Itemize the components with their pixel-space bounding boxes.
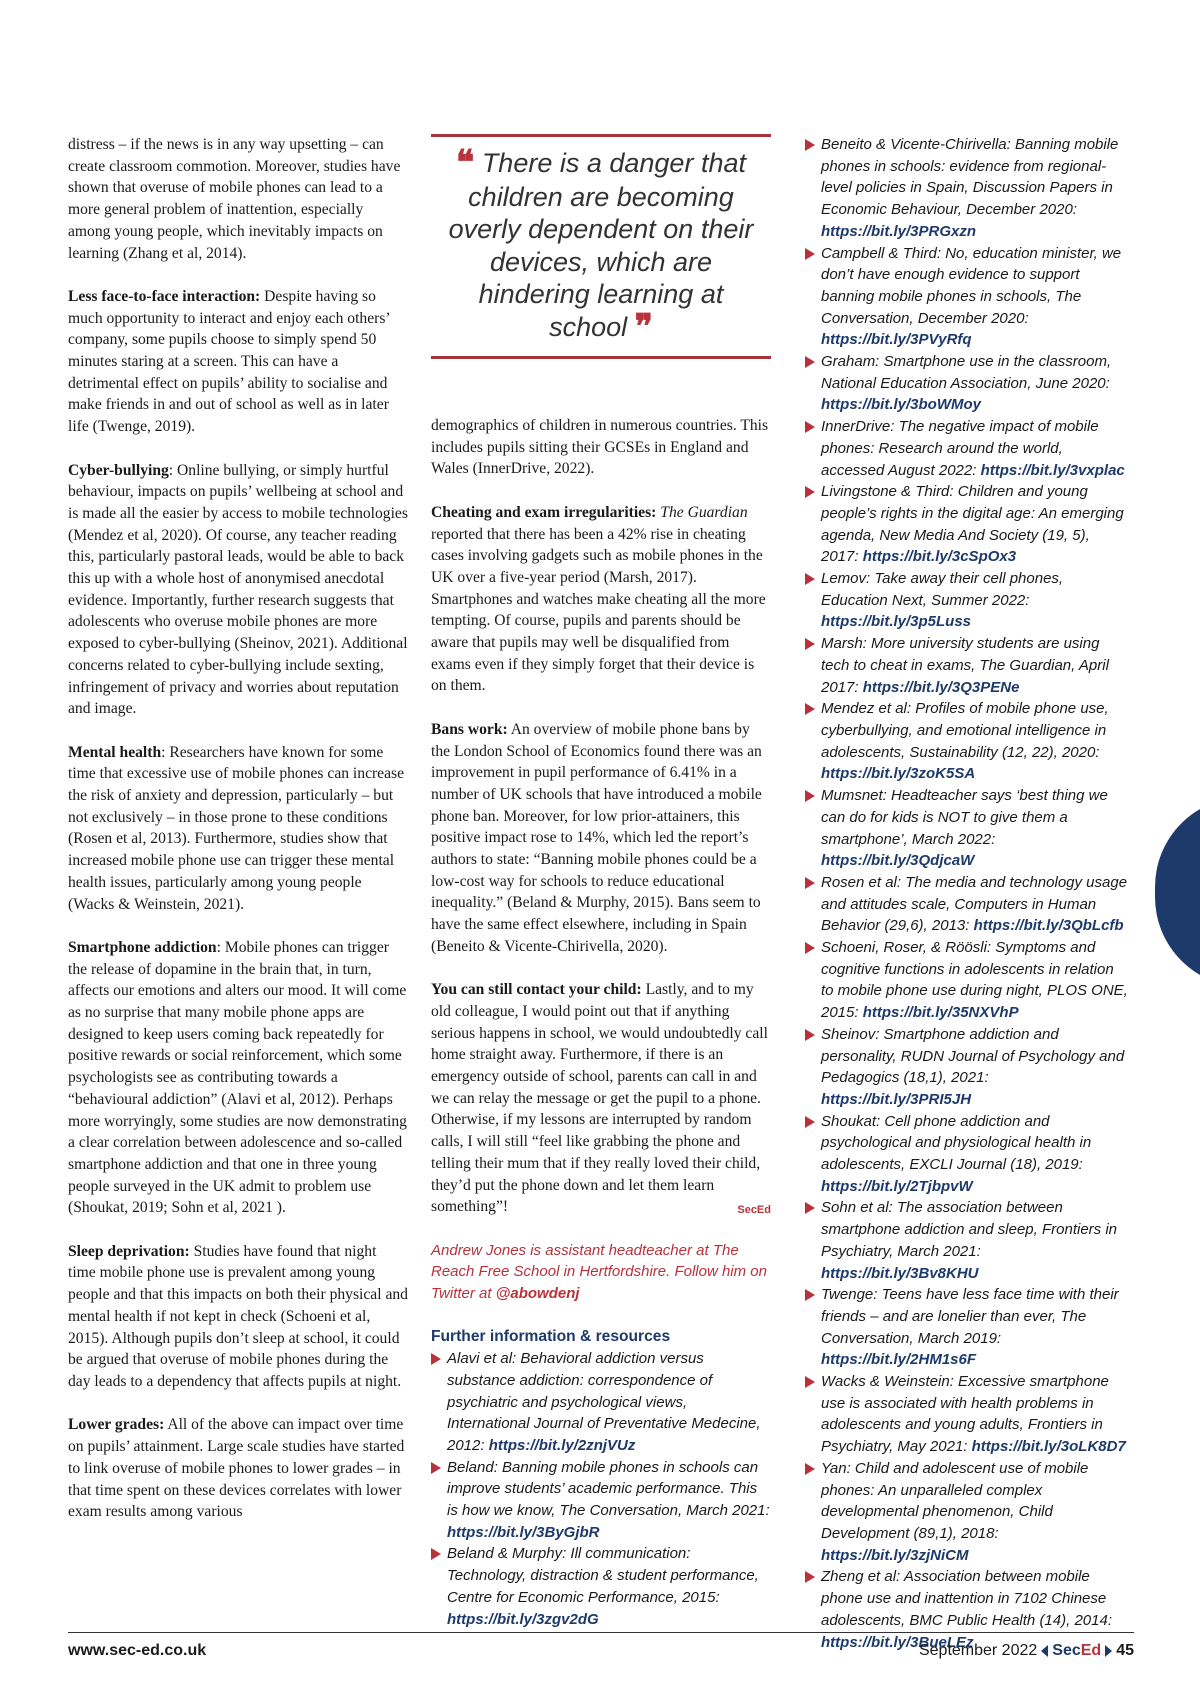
reference-link[interactable]: https://bit.ly/3QbLcfb bbox=[973, 917, 1124, 935]
bullet-arrow-icon bbox=[805, 877, 815, 889]
author-bio bbox=[431, 1240, 771, 1305]
reference-text: Schoeni, Roser, & Röösli: Symptoms and cognitive functions in adolescents in relation to mobile phone use during night, PLOS ONE, 2015: bbox=[821, 939, 1128, 1022]
bullet-arrow-icon bbox=[805, 790, 815, 802]
bullet-arrow-icon bbox=[805, 1376, 815, 1388]
body-text bbox=[431, 415, 771, 1218]
paragraph-heading: Smartphone addiction bbox=[68, 938, 217, 956]
column-3 bbox=[805, 134, 1130, 1653]
paragraph-text: An overview of mobile phone bans by the London School of Economics found there was an improvement in pupil performance of 6.41% in a number of UK schools that have introduced a mobile phone ban. Moreover, for low prior-attainers, this positive impact rose to 14%, which led the report’s authors to state: “Banning mobile phones could be a low-cost way for schools to reduce educational inequality.” (Beland & Murphy, 2015). Bans seem to have the same effect elsewhere, including in Spain (Beneito & Vicente-Chirivella, 2020). bbox=[431, 720, 762, 955]
reference-text: Rosen et al: The media and technology usage and attitudes scale, Computers in Human Behavior (29,6), 2013: bbox=[821, 873, 1128, 935]
paragraph bbox=[431, 719, 771, 958]
reference-link[interactable]: https://bit.ly/3BueLEz bbox=[821, 1633, 974, 1651]
reference-item bbox=[805, 1566, 1130, 1653]
reference-link[interactable]: https://bit.ly/3zjNiCM bbox=[821, 1546, 969, 1564]
reference-text: Lemov: Take away their cell phones, Education Next, Summer 2022: bbox=[821, 570, 1064, 609]
bullet-arrow-icon bbox=[805, 1463, 815, 1475]
close-quote-icon: ❞ bbox=[634, 308, 653, 346]
bullet-arrow-icon bbox=[805, 942, 815, 954]
reference-link[interactable]: https://bit.ly/3vxplac bbox=[980, 461, 1125, 479]
paragraph-text: demographics of children in numerous countries. This includes pupils sitting their GCSEs in England and Wales (InnerDrive, 2022). bbox=[431, 417, 769, 478]
paragraph-text: reported that there has been a 42% rise in cheating cases involving gadgets such as mobile phones in the UK over a five-year period (Marsh, 2017). Smartphones and watches make cheating all the more tempting. Of course, pupils and parents should be aware that pupils may well be disqualified from exams even if they simply forget that their device is on them. bbox=[431, 525, 766, 695]
paragraph bbox=[68, 286, 408, 438]
reference-link[interactable]: https://bit.ly/3PRI5JH bbox=[821, 1090, 972, 1108]
reference-text: Shoukat: Cell phone addiction and psychological and physiological health in adolescents, EXCLI Journal (18), 2019: bbox=[821, 1112, 1092, 1174]
resources-title: Further information & resources bbox=[431, 1328, 671, 1346]
reference-item bbox=[805, 1111, 1130, 1198]
paragraph-text: Studies have found that night time mobile phone use is prevalent among young people and that this impacts on both their physical and mental health if not kept in check (Schoeni et al, 2015). Although pupils don’t sleep at school, it could be argued that overuse of mobile phones during the day leads to a dependency that affects pupils at night. bbox=[68, 1242, 408, 1390]
end-mark-logo: SecEd bbox=[737, 1204, 771, 1217]
author-bio-text: Andrew Jones is assistant headteacher at The Reach Free School in Hertfordshire. Follow him on Twitter at bbox=[431, 1241, 767, 1303]
paragraph bbox=[68, 134, 408, 264]
reference-link[interactable]: https://bit.ly/3ByGjbR bbox=[447, 1523, 600, 1541]
reference-link[interactable]: https://bit.ly/2HM1s6F bbox=[821, 1351, 977, 1369]
reference-link[interactable]: https://bit.ly/2znjVUz bbox=[488, 1436, 636, 1454]
bullet-arrow-icon bbox=[805, 139, 815, 151]
paragraph bbox=[431, 979, 771, 1218]
reference-text: Marsh: More university students are using tech to cheat in exams, The Guardian, April 2017: bbox=[821, 635, 1109, 696]
reference-item bbox=[805, 351, 1130, 416]
reference-text: Sohn et al: The association between smartphone addiction and sleep, Frontiers in Psychiatry, March 2021: bbox=[821, 1199, 1118, 1260]
reference-text: Alavi et al: Behavioral addiction versus substance addiction: correspondence of psychiatric and psychological views, International Journal of Preventative Medecine, 2012: bbox=[447, 1350, 761, 1454]
paragraph-heading: You can still contact your child: bbox=[431, 981, 642, 999]
paragraph-text: : Mobile phones can trigger the release of dopamine in the brain that, in turn, affects our emotions and alters our mood. It will come as no surprise that many mobile phone apps are designed to keep users coming back repeatedly for positive rewards or social reinforcement, which some psychologists see as contributing towards a “behavioural addiction” (Alavi et al, 2012). Perhaps more worryingly, some studies are now demonstrating a clear correlation between adolescence and so-called smartphone addiction and that one in three young people surveyed in the UK admit to problem use (Shoukat, 2019; Sohn et al, 2021 ). bbox=[68, 938, 407, 1217]
paragraph-heading: Cyber-bullying bbox=[68, 461, 169, 479]
reference-item bbox=[431, 1457, 771, 1544]
reference-text: Sheinov: Smartphone addiction and personality, RUDN Journal of Psychology and Pedagogics (18,1), 2021: bbox=[821, 1025, 1125, 1087]
bullet-arrow-icon bbox=[805, 1202, 815, 1214]
paragraph-heading: Lower grades: bbox=[68, 1416, 165, 1434]
reference-item bbox=[805, 937, 1130, 1024]
bullet-arrow-icon bbox=[805, 1571, 815, 1583]
bullet-arrow-icon bbox=[805, 356, 815, 368]
reference-text: Beland: Banning mobile phones in schools can improve students’ academic performance. This is how we know, The Conversation, March 2021: bbox=[447, 1458, 770, 1520]
reference-text: Livingstone & Third: Children and young people’s rights in the digital age: An emerging agenda, New Media And Society (19, 5), 2017: bbox=[821, 483, 1124, 566]
paragraph-heading: Less face-to-face interaction: bbox=[68, 287, 261, 305]
bullet-arrow-icon bbox=[805, 421, 815, 433]
footer-website[interactable]: www.sec-ed.co.uk bbox=[68, 1642, 207, 1659]
reference-item bbox=[805, 785, 1130, 872]
footer-divider bbox=[68, 1632, 1134, 1633]
open-quote-icon: ❝ bbox=[456, 145, 475, 182]
paragraph bbox=[68, 1241, 408, 1393]
reference-link[interactable]: https://bit.ly/3zgv2dG bbox=[447, 1610, 599, 1628]
reference-link[interactable]: https://bit.ly/3QdjcaW bbox=[821, 852, 975, 870]
bullet-arrow-icon bbox=[805, 703, 815, 715]
reference-item bbox=[805, 698, 1130, 785]
reference-item bbox=[431, 1543, 771, 1630]
bullet-arrow-icon bbox=[805, 1289, 815, 1301]
reference-item bbox=[805, 1458, 1130, 1567]
resources-list bbox=[431, 1348, 771, 1630]
reference-link[interactable]: https://bit.ly/35NXVhP bbox=[862, 1004, 1019, 1022]
pull-quote bbox=[431, 134, 771, 359]
reference-text: Mumsnet: Headteacher says ‘best thing we can do for kids is NOT to give them a smartphone’, March 2022: bbox=[821, 787, 1108, 848]
reference-item bbox=[805, 1197, 1130, 1284]
column-1 bbox=[68, 134, 408, 1545]
bullet-arrow-icon bbox=[805, 486, 815, 498]
issue-date: September 2022 bbox=[918, 1642, 1038, 1659]
pull-quote-text: There is a danger that children are becoming overly dependent on their devices, which are hindering learning at school bbox=[448, 148, 754, 342]
reference-item bbox=[805, 872, 1130, 937]
bullet-arrow-icon bbox=[805, 1029, 815, 1041]
paragraph bbox=[431, 415, 771, 480]
reference-text: Yan: Child and adolescent use of mobile phones: An unparalleled complex developmental phenomenon, Child Development (89,1), 2018: bbox=[821, 1459, 1089, 1542]
reference-item bbox=[805, 1371, 1130, 1458]
bullet-arrow-icon bbox=[431, 1548, 441, 1560]
column-2 bbox=[431, 134, 771, 1630]
triangle-right-icon bbox=[1105, 1645, 1112, 1657]
source-title: The Guardian bbox=[660, 503, 748, 521]
reference-link[interactable]: https://bit.ly/3oLK8D7 bbox=[971, 1438, 1126, 1456]
paragraph bbox=[68, 460, 408, 720]
reference-text: Beland & Murphy: Ill communication: Technology, distraction & student performance, Centre for Economic Performance, 2015: bbox=[447, 1545, 759, 1606]
paragraph bbox=[431, 502, 771, 697]
paragraph-text: Despite having so much opportunity to interact and enjoy each others’ company, some pupils choose to simply spend 50 minutes staring at a screen. This can have a detrimental effect on pupils’ ability to socialise and make friends in and out of school as well as in later life (Twenge, 2019). bbox=[68, 287, 390, 436]
reference-link[interactable]: https://bit.ly/3Q3PENe bbox=[862, 678, 1020, 696]
reference-link[interactable]: https://bit.ly/3PVyRfq bbox=[821, 331, 972, 349]
reference-link[interactable]: https://bit.ly/3p5Luss bbox=[821, 613, 972, 631]
reference-item bbox=[805, 568, 1130, 633]
bullet-arrow-icon bbox=[431, 1353, 441, 1365]
paragraph-heading: Bans work: bbox=[431, 720, 508, 738]
paragraph-text: Lastly, and to my old colleague, I would point out that if anything serious happens in school, we would undoubtedly call home straight away. Furthermore, if there is an emergency outside of school, parents can call in and we can relay the message or get the pupil to a phone. Otherwise, if my lessons are interrupted by random calls, I will still “feel like grabbing the phone and telling their mum that if they really loved their child, they’d put the phone down and let them learn something”! bbox=[431, 981, 768, 1216]
page-number: 45 bbox=[1116, 1642, 1134, 1659]
reference-text: Mendez et al: Profiles of mobile phone use, cyberbullying, and emotional intelligence in adolescents, Sustainability (12, 22), 2020: bbox=[821, 700, 1109, 761]
reference-item bbox=[805, 1024, 1130, 1111]
paragraph bbox=[68, 937, 408, 1219]
reference-link[interactable]: https://bit.ly/3Bv8KHU bbox=[821, 1264, 979, 1282]
reference-link[interactable]: https://bit.ly/3zoK5SA bbox=[821, 765, 976, 783]
twitter-handle-link[interactable]: @abowdenj bbox=[495, 1285, 580, 1303]
paragraph bbox=[68, 742, 408, 916]
reference-text: Beneito & Vicente-Chirivella: Banning mobile phones in schools: evidence from regional-level policies in Spain, Discussion Papers in Economic Behaviour, December 2020: bbox=[821, 136, 1119, 219]
paragraph-text: All of the above can impact over time on pupils’ attainment. Large scale studies have started to link overuse of mobile phones to lower grades – in that time spent on these devices correlates with lower exam results among various bbox=[68, 1416, 405, 1521]
paragraph-heading: Mental health bbox=[68, 743, 162, 761]
bullet-arrow-icon bbox=[805, 573, 815, 585]
page-edge-tab bbox=[1155, 797, 1200, 987]
bullet-arrow-icon bbox=[431, 1462, 441, 1474]
reference-item bbox=[805, 243, 1130, 352]
paragraph bbox=[68, 1414, 408, 1523]
brand-logo-part: Sec bbox=[1052, 1642, 1081, 1659]
reference-link[interactable]: https://bit.ly/3cSpOx3 bbox=[862, 548, 1017, 566]
resources-list bbox=[805, 134, 1130, 1653]
reference-text: Zheng et al: Association between mobile phone use and inattention in 7102 Chinese adolescents, BMC Public Health (14), 2014: bbox=[821, 1568, 1112, 1629]
reference-link[interactable]: https://bit.ly/3PRGxzn bbox=[821, 222, 977, 240]
reference-link[interactable]: https://bit.ly/3boWMoy bbox=[821, 396, 981, 414]
reference-item bbox=[805, 416, 1130, 481]
paragraph-text: distress – if the news is in any way upsetting – can create classroom commotion. Moreover, studies have shown that overuse of mobile phones can lead to a more general problem of inattention, especially among young people, which inevitably impacts on learning (Zhang et al, 2014). bbox=[68, 136, 401, 262]
bullet-arrow-icon bbox=[805, 638, 815, 650]
bullet-arrow-icon bbox=[805, 248, 815, 260]
triangle-left-icon bbox=[1041, 1645, 1048, 1657]
paragraph-text: : Online bullying, or simply hurtful behaviour, impacts on pupils’ wellbeing at school and is made all the easier by access to mobile technologies (Mendez et al, 2020). Of course, any teacher reading this, particularly pastoral leads, would be able to back this up with a whole host of anonymised anecdotal evidence. Importantly, further research suggests that adolescents who overuse mobile phones are more exposed to cyber-bullying (Sheinov, 2021). Additional concerns related to cyber-bullying include sexting, infringement of privacy and worries about reputation and image. bbox=[68, 461, 408, 718]
reference-text: Twenge: Teens have less face time with their friends – and are lonelier than ever, The Conversation, March 2019: bbox=[821, 1286, 1119, 1347]
brand-logo-part: Ed bbox=[1080, 1642, 1102, 1659]
reference-text: Graham: Smartphone use in the classroom, National Education Association, June 2020: bbox=[821, 353, 1112, 392]
reference-text: InnerDrive: The negative impact of mobile phones: Research around the world, accessed August 2022: bbox=[821, 418, 1099, 479]
reference-item bbox=[805, 481, 1130, 568]
paragraph-heading: Sleep deprivation: bbox=[68, 1242, 190, 1260]
brand-logo bbox=[1052, 1642, 1101, 1660]
reference-text: Campbell & Third: No, education minister, we don’t have enough evidence to support banning mobile phones in schools, The Conversation, December 2020: bbox=[821, 244, 1122, 327]
reference-item bbox=[805, 633, 1130, 698]
footer-folio bbox=[919, 1642, 1134, 1660]
paragraph-text: : Researchers have known for some time that excessive use of mobile phones can increase the risk of anxiety and depression, particularly – but not exclusively – in those prone to these conditions (Rosen et al, 2013). Furthermore, studies show that increased mobile phone use can trigger these mental health issues, particularly among young people (Wacks & Weinstein, 2021). bbox=[68, 743, 405, 913]
reference-link[interactable]: https://bit.ly/2TjbpvW bbox=[821, 1177, 973, 1195]
reference-item bbox=[805, 134, 1130, 243]
reference-item bbox=[431, 1348, 771, 1457]
bullet-arrow-icon bbox=[805, 1116, 815, 1128]
paragraph-heading: Cheating and exam irregularities: bbox=[431, 503, 657, 521]
reference-item bbox=[805, 1284, 1130, 1371]
reference-text: Wacks & Weinstein: Excessive smartphone use is associated with health problems in adolescents and young adults, Frontiers in Psychiatry, May 2021: bbox=[821, 1373, 1109, 1456]
